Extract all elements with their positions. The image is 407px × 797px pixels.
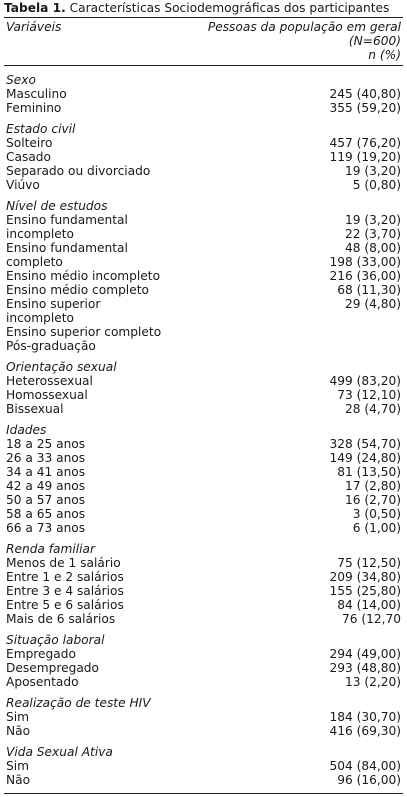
row-value: 504 (84,00) [329,759,401,773]
table-row [4,493,403,507]
group-heading-label: Idades [6,423,47,437]
table-row [4,402,403,416]
group-heading [4,122,403,136]
table-row [4,675,403,689]
group-heading-label: Sexo [6,73,36,87]
row-label: Sim [6,759,29,773]
row-label: Entre 5 e 6 salários [6,598,124,612]
row-value: 155 (25,80) [329,584,401,598]
table-row [4,269,403,283]
table-title-text: Características Sociodemográficas dos participantes [65,1,390,15]
group-heading-label: Orientação sexual [6,360,117,374]
row-value: 457 (76,20) [329,136,401,150]
table-group [4,122,403,192]
row-value: 293 (48,80) [329,661,401,675]
table-row [4,724,403,738]
row-label: 50 a 57 anos [6,493,86,507]
group-heading [4,542,403,556]
table-row [4,339,403,353]
row-label: Aposentado [6,675,79,689]
row-label: incompleto [6,311,74,325]
row-label: incompleto [6,227,74,241]
row-label: Ensino fundamental [6,241,128,255]
row-value: 209 (34,80) [329,570,401,584]
row-label: Casado [6,150,51,164]
row-label: Empregado [6,647,76,661]
table-row [4,647,403,661]
row-value: 149 (24,80) [329,451,401,465]
table-row [4,612,403,626]
table-row [4,759,403,773]
table-row [4,255,403,269]
row-label: 34 a 41 anos [6,465,86,479]
table-group [4,73,403,115]
row-label: Homossexual [6,388,88,402]
table-row [4,87,403,101]
table-body [4,73,403,787]
row-label: 26 a 33 anos [6,451,86,465]
group-heading [4,73,403,87]
row-label: Entre 1 e 2 salários [6,570,124,584]
table-row [4,661,403,675]
row-value: 416 (69,30) [329,724,401,738]
group-heading-label: Estado civil [6,122,76,136]
group-heading-label: Nível de estudos [6,199,108,213]
row-value: 6 (1,00) [352,521,401,535]
row-label: Ensino médio completo [6,283,149,297]
group-heading-label: Situação laboral [6,633,105,647]
row-value: 184 (30,70) [329,710,401,724]
row-label: Desempregado [6,661,99,675]
row-label: 58 a 65 anos [6,507,86,521]
row-value: 328 (54,70) [329,437,401,451]
row-label: Sim [6,710,29,724]
header-rule [4,65,403,66]
table-title-label: Tabela 1. [4,1,66,15]
header-population-line: n (%) [368,48,401,62]
row-value: 16 (2,70) [344,493,401,507]
row-label: Pós-graduação [6,339,96,353]
table-header [4,18,403,65]
row-label: Bissexual [6,402,64,416]
table-row [4,710,403,724]
table-row [4,521,403,535]
row-label: Menos de 1 salário [6,556,121,570]
row-value: 75 (12,50) [337,556,401,570]
row-label: Separado ou divorciado [6,164,151,178]
row-label: completo [6,255,63,269]
group-heading [4,633,403,647]
header-population-line: Pessoas da população em geral [207,20,401,34]
row-label: 42 a 49 anos [6,479,86,493]
table-row [4,325,403,339]
table-row [4,178,403,192]
group-heading [4,696,403,710]
row-value: 3 (0,50) [352,507,401,521]
header-population [201,20,401,62]
table-group [4,633,403,689]
table-group [4,423,403,535]
table-group [4,542,403,626]
row-value: 22 (3,70) [344,227,401,241]
bottom-rule [4,793,403,794]
row-label: Ensino superior completo [6,325,162,339]
table-row [4,101,403,115]
row-value: 17 (2,80) [344,479,401,493]
table-group [4,696,403,738]
row-value: 355 (59,20) [329,101,401,115]
row-value: 96 (16,00) [337,773,401,787]
row-label: Ensino superior [6,297,101,311]
row-label: Viúvo [6,178,40,192]
table-row [4,556,403,570]
table-row [4,479,403,493]
row-value: 499 (83,20) [329,374,401,388]
table-row [4,283,403,297]
table-row [4,507,403,521]
row-label: Solteiro [6,136,53,150]
row-value: 294 (49,00) [329,647,401,661]
table-row [4,598,403,612]
group-heading-label: Vida Sexual Ativa [6,745,113,759]
table-group [4,199,403,353]
table-row [4,227,403,241]
group-heading-label: Renda familiar [6,542,96,556]
row-value: 81 (13,50) [337,465,401,479]
row-value: 29 (4,80) [344,297,401,311]
row-label: Heterossexual [6,374,93,388]
row-value: 216 (36,00) [329,269,401,283]
table-row [4,570,403,584]
row-value: 48 (8,00) [344,241,401,255]
table-row [4,374,403,388]
row-label: 66 a 73 anos [6,521,86,535]
table-row [4,164,403,178]
row-label: Entre 3 e 4 salários [6,584,124,598]
table-row [4,437,403,451]
row-value: 245 (40,80) [329,87,401,101]
table-title [4,0,403,17]
row-label: Mais de 6 salários [6,612,116,626]
row-label: Masculino [6,87,67,101]
table-row [4,241,403,255]
table-container [4,0,403,794]
table-group [4,745,403,787]
table-row [4,150,403,164]
table-row [4,311,403,325]
row-value: 84 (14,00) [337,598,401,612]
group-heading [4,360,403,374]
row-label: Feminino [6,101,62,115]
row-value: 28 (4,70) [344,402,401,416]
table-row [4,465,403,479]
table-row [4,136,403,150]
row-value: 119 (19,20) [329,150,401,164]
row-label: 18 a 25 anos [6,437,86,451]
row-label: Não [6,724,31,738]
table-row [4,584,403,598]
row-value: 19 (3,20) [344,213,401,227]
row-label: Não [6,773,31,787]
table-group [4,360,403,416]
table-row [4,773,403,787]
header-variables: Variáveis [6,20,62,34]
row-value: 198 (33,00) [329,255,401,269]
group-heading [4,199,403,213]
header-population-line: (N=600) [348,34,401,48]
row-value: 19 (3,20) [344,164,401,178]
row-label: Ensino fundamental [6,213,128,227]
table-row [4,213,403,227]
row-value: 68 (11,30) [337,283,401,297]
table-row [4,297,403,311]
row-value: 5 (0,80) [352,178,401,192]
row-label: Ensino médio incompleto [6,269,161,283]
group-heading [4,745,403,759]
table-row [4,451,403,465]
group-heading [4,423,403,437]
table-row [4,388,403,402]
row-value: 73 (12,10) [337,388,401,402]
row-value: 13 (2,20) [344,675,401,689]
group-heading-label: Realização de teste HIV [6,696,151,710]
row-value: 76 (12,70 [341,612,401,626]
